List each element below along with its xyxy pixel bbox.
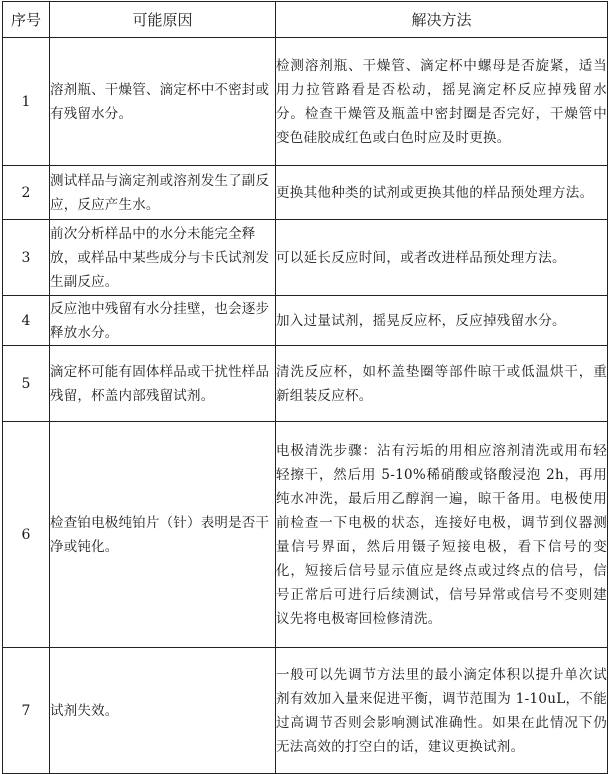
- row-index: 3: [3, 220, 50, 296]
- row-solution: 电极清洗步骤：沾有污垢的用相应溶剂清洗或用布轻轻擦干，然后用 5-10%稀硝酸或铬酸浸泡 2h，再用纯水冲洗，最后用乙醇润一遍，晾干备用。电极使用前检查一下电极的状态，连接好电极，调节到仪器测量信号界面，然后用镊子短接电极，看下信号的变化，短接后信号显示值应是终点或过终点的信号，信号正常后可进行后续测试，信号异常或信号不变则建议先将电极寄回检修清洗。: [276, 422, 608, 648]
- row-solution: 检测溶剂瓶、干燥管、滴定杯中螺母是否旋紧，适当用力拉管路看是否松动，摇晃滴定杯反应掉残留水分。检查干燥管及瓶盖中密封圈是否完好，干燥管中变色硅胶成红色或白色时应及时更换。: [276, 38, 608, 166]
- table-row: [3, 166, 608, 220]
- table-row: [3, 38, 608, 166]
- row-index: 6: [3, 422, 50, 648]
- row-index: 7: [3, 648, 50, 774]
- table-row: [3, 648, 608, 774]
- row-solution: 清洗反应杯，如杯盖垫圈等部件晾干或低温烘干，重新组装反应杯。: [276, 346, 608, 422]
- table-row: [3, 296, 608, 346]
- row-index: 1: [3, 38, 50, 166]
- row-cause: 试剂失效。: [50, 648, 276, 774]
- table-row: [3, 346, 608, 422]
- header-index: 序号: [3, 2, 50, 38]
- row-solution: 加入过量试剂，摇晃反应杯，反应掉残留水分。: [276, 296, 608, 346]
- troubleshooting-table: [2, 1, 608, 774]
- header-row: [3, 2, 608, 38]
- row-solution: 更换其他种类的试剂或更换其他的样品预处理方法。: [276, 166, 608, 220]
- row-cause: 反应池中残留有水分挂壁，也会逐步释放水分。: [50, 296, 276, 346]
- row-cause: 测试样品与滴定剂或溶剂发生了副反应，反应产生水。: [50, 166, 276, 220]
- table-row: [3, 220, 608, 296]
- row-cause: 滴定杯可能有固体样品或干扰性样品残留，杯盖内部残留试剂。: [50, 346, 276, 422]
- row-index: 2: [3, 166, 50, 220]
- row-index: 4: [3, 296, 50, 346]
- header-solution: 解决方法: [276, 2, 608, 38]
- row-solution: 可以延长反应时间，或者改进样品预处理方法。: [276, 220, 608, 296]
- row-index: 5: [3, 346, 50, 422]
- header-cause: 可能原因: [50, 2, 276, 38]
- row-cause: 溶剂瓶、干燥管、滴定杯中不密封或有残留水分。: [50, 38, 276, 166]
- row-cause: 前次分析样品中的水分未能完全释放，或样品中某些成分与卡氏试剂发生副反应。: [50, 220, 276, 296]
- row-cause: 检查铂电极纯铂片（针）表明是否干净或钝化。: [50, 422, 276, 648]
- table-row: [3, 422, 608, 648]
- row-solution: 一般可以先调节方法里的最小滴定体积以提升单次试剂有效加入量来促进平衡，调节范围为 1-10uL，不能过高调节否则会影响测试准确性。如果在此情况下仍无法高效的打空白的话，建议更换试剂。: [276, 648, 608, 774]
